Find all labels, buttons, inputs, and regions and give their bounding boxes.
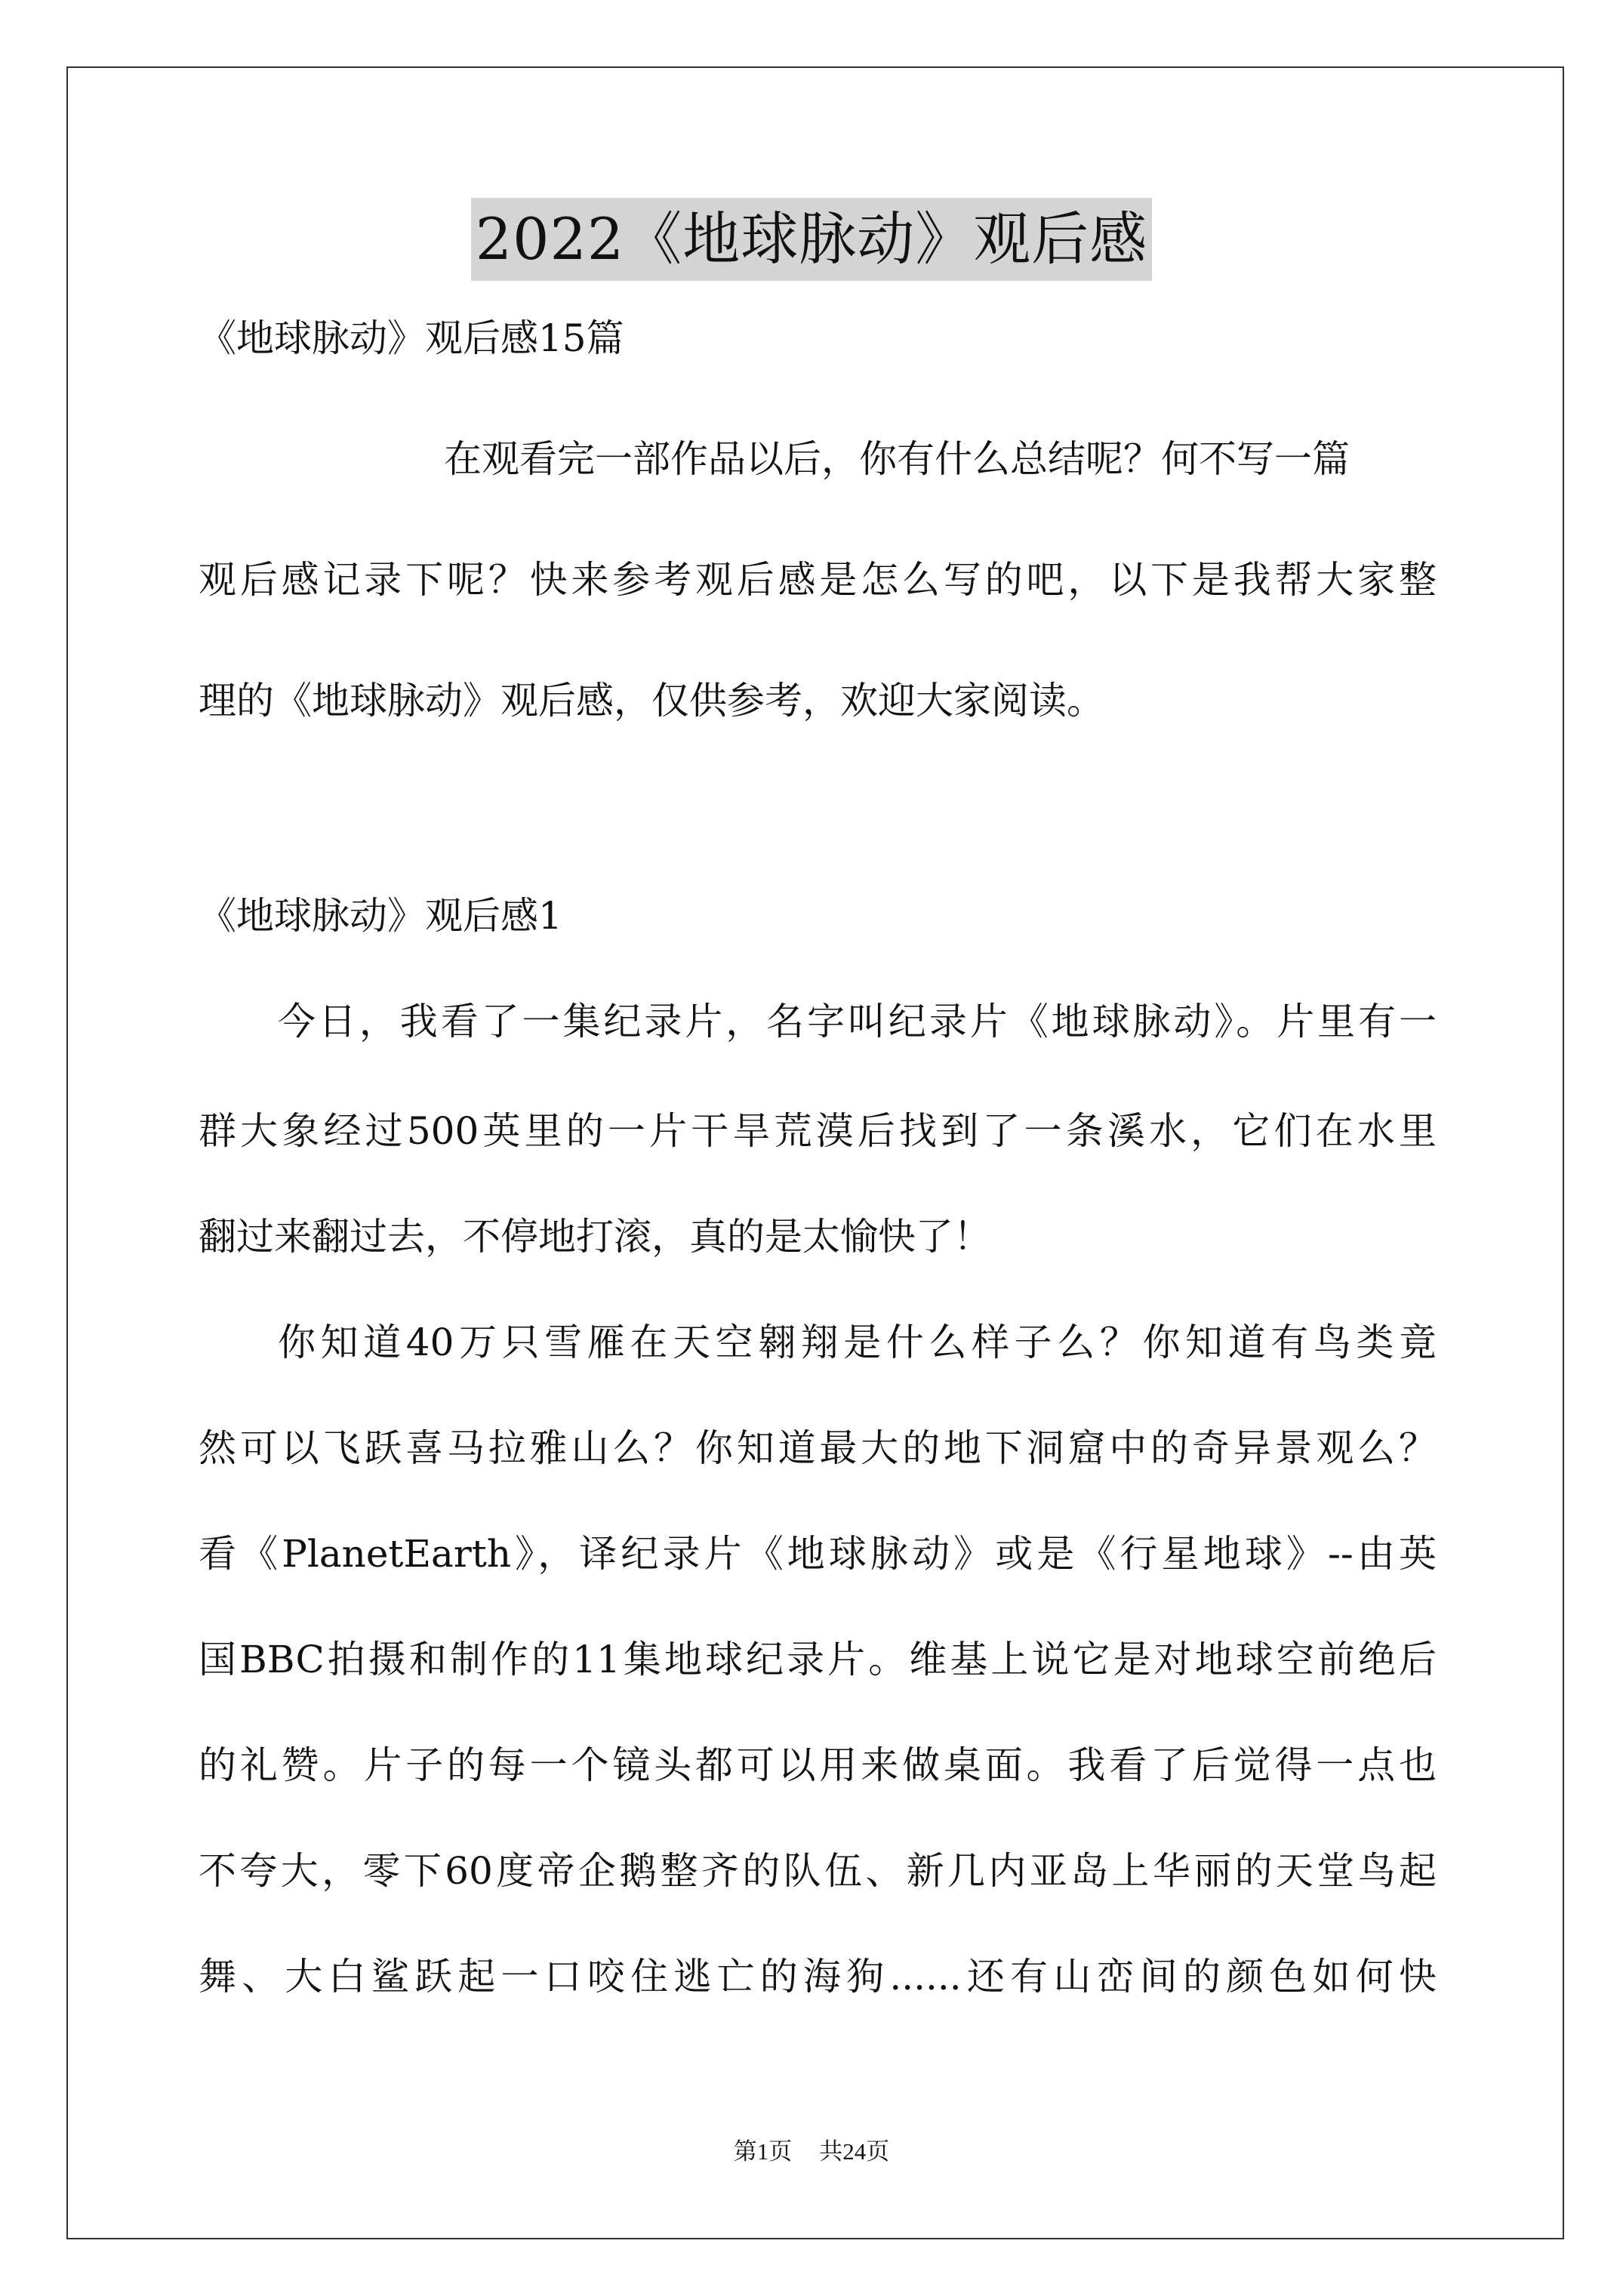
paragraph1-line-1: 今日，我看了一集纪录片，名字叫纪录片《地球脉动》。片里有一 bbox=[278, 1000, 1437, 1043]
paragraph2-line-2: 然可以飞跃喜马拉雅山么？你知道最大的地下洞窟中的奇异景观么？ bbox=[199, 1426, 1437, 1470]
page-number: 第1页 bbox=[733, 2138, 793, 2165]
document-title: 2022《地球脉动》观后感 bbox=[471, 198, 1152, 281]
intro-line-1: 在观看完一部作品以后，你有什么总结呢？何不写一篇 bbox=[444, 437, 1350, 481]
paragraph2-line-7: 舞、大白鲨跃起一口咬住逃亡的海狗......还有山峦间的颜色如何快 bbox=[199, 1955, 1437, 1999]
paragraph1-line-2: 群大象经过500英里的一片干旱荒漠后找到了一条溪水，它们在水里 bbox=[199, 1109, 1437, 1153]
page-total: 共24页 bbox=[819, 2138, 890, 2165]
page-footer bbox=[0, 2137, 1623, 2167]
paragraph1-line-3: 翻过来翻过去，不停地打滚，真的是太愉快了！ bbox=[199, 1215, 991, 1259]
intro-line-3: 理的《地球脉动》观后感，仅供参考，欢迎大家阅读。 bbox=[199, 679, 1104, 723]
paragraph2-line-3: 看《PlanetEarth》，译纪录片《地球脉动》或是《行星地球》--由英 bbox=[199, 1532, 1437, 1576]
section-heading: 《地球脉动》观后感1 bbox=[199, 894, 562, 938]
intro-line-2: 观后感记录下呢？快来参考观后感是怎么写的吧，以下是我帮大家整 bbox=[199, 558, 1437, 602]
paragraph2-line-1: 你知道40万只雪雁在天空翱翔是什么样子么？你知道有鸟类竟 bbox=[278, 1321, 1437, 1364]
paragraph2-line-5: 的礼赞。片子的每一个镜头都可以用来做桌面。我看了后觉得一点也 bbox=[199, 1743, 1437, 1787]
title-container bbox=[0, 198, 1623, 281]
subtitle: 《地球脉动》观后感15篇 bbox=[199, 316, 624, 360]
paragraph2-line-4: 国BBC拍摄和制作的11集地球纪录片。维基上说它是对地球空前绝后 bbox=[199, 1638, 1437, 1681]
paragraph2-line-6: 不夸大，零下60度帝企鹅整齐的队伍、新几内亚岛上华丽的天堂鸟起 bbox=[199, 1849, 1437, 1893]
